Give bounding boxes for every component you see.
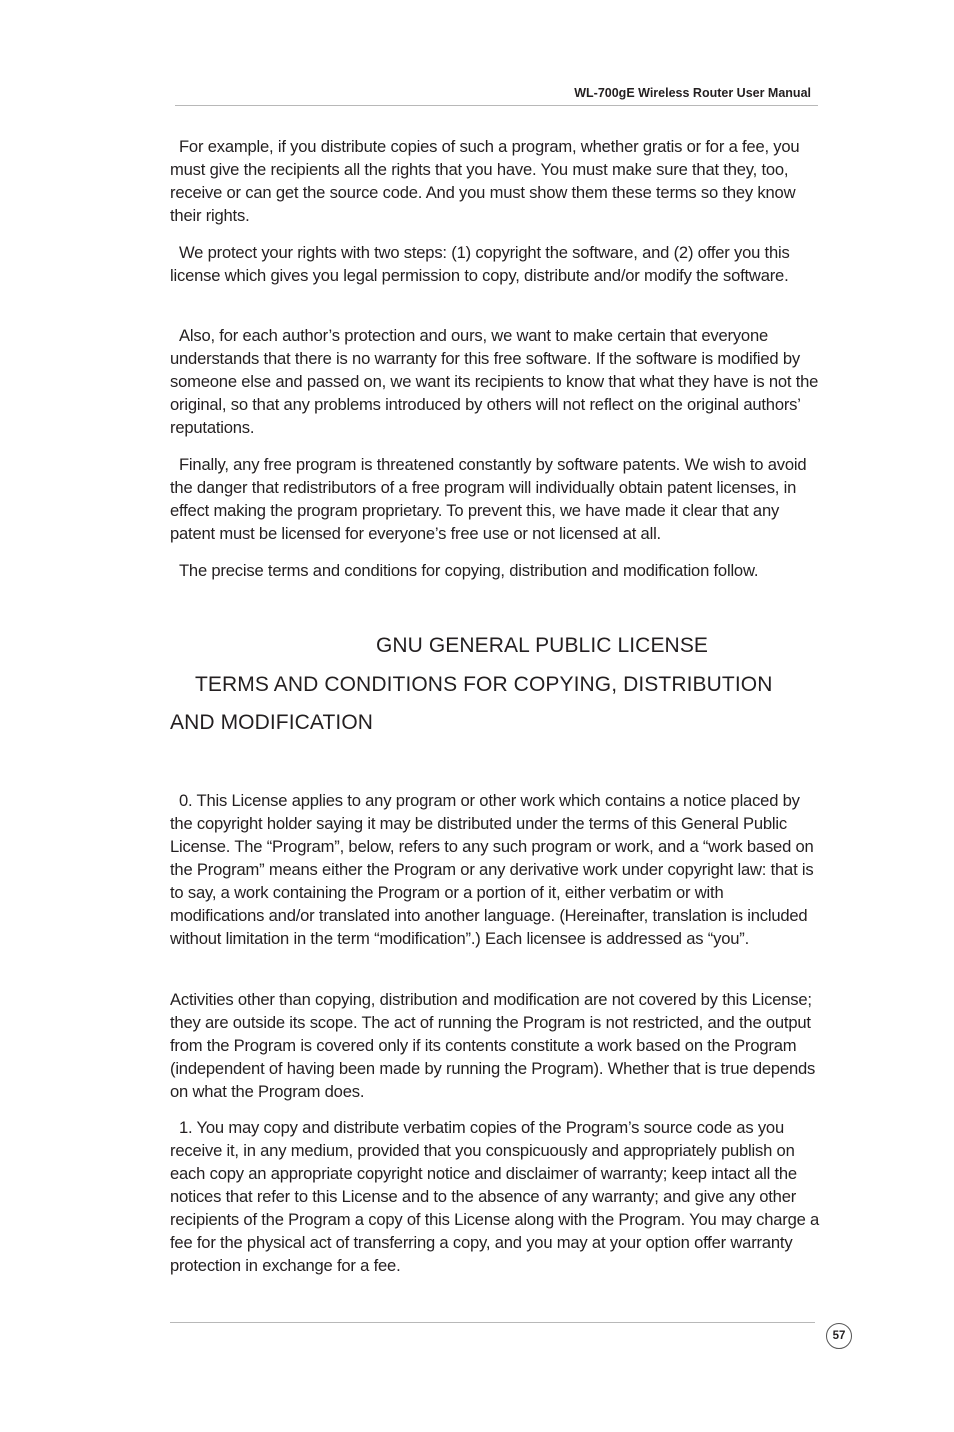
paragraph-text: 0. This License applies to any program or other work which contains a notice placed by the copyright holder saying it may be distributed under the terms of this General Public License. The “Program”, below, refers to any such program or work, and a “work based on the Program” means either the Program or any derivative work under copyright law: that is to say, a work containing the Program or a portion of it, either verbatim or with modifications and/or translated into another language. (Hereinafter, translation is included without limitation in the term “modification”.) Each licensee is addressed as “you”.	[170, 791, 814, 948]
term-section-1	[170, 1116, 822, 1277]
preamble-paragraph-3	[170, 324, 822, 439]
preamble-paragraph-1	[170, 135, 822, 227]
footer-divider	[170, 1322, 815, 1323]
paragraph-text: For example, if you distribute copies of such a program, whether gratis or for a fee, you must give the recipients all the rights that you have. You must make sure that they, too, receive or can get the source code. And you must show them these terms so they know their rights.	[170, 137, 800, 225]
paragraph-text: We protect your rights with two steps: (1) copyright the software, and (2) offer you this license which gives you legal permission to copy, distribute and/or modify the software.	[170, 243, 790, 285]
paragraph-text: Activities other than copying, distribution and modification are not covered by this License; they are outside its scope. The act of running the Program is not restricted, and the output from the Program is covered only if its contents constitute a work based on the Program (independent of having been made by running the Program). Whether that is true depends on what the Program does.	[170, 990, 816, 1101]
header-divider	[175, 105, 818, 106]
terms-heading-line-1: TERMS AND CONDITIONS FOR COPYING, DISTRIBUTION	[195, 673, 773, 696]
page-number-badge: 57	[826, 1323, 852, 1349]
paragraph-text: Finally, any free program is threatened constantly by software patents. We wish to avoid the danger that redistributors of a free program will individually obtain patent licenses, in effect making the program proprietary. To prevent this, we have made it clear that any patent must be licensed for everyone’s free use or not licensed at all.	[170, 455, 807, 543]
term-section-0	[170, 789, 822, 950]
paragraph-text: 1. You may copy and distribute verbatim copies of the Program’s source code as you receive it, in any medium, provided that you conspicuously and appropriately publish on each copy an appropriate copyright notice and disclaimer of warranty; keep intact all the notices that refer to this License and to the absence of any warranty; and give any other recipients of the Program a copy of this License along with the Program. You may charge a fee for the physical act of transferring a copy, and you may at your option offer warranty protection in exchange for a fee.	[170, 1118, 820, 1275]
preamble-paragraph-2	[170, 241, 822, 287]
paragraph-text: Also, for each author’s protection and ours, we want to make certain that everyone understands that there is no warranty for this free software. If the software is modified by someone else and passed on, we want its recipients to know that what they have is not the original, so that any problems introduced by others will not reflect on the original authors’ reputations.	[170, 326, 819, 437]
terms-heading-line-2: AND MODIFICATION	[170, 711, 374, 734]
license-title: GNU GENERAL PUBLIC LICENSE	[375, 634, 709, 657]
paragraph-text: The precise terms and conditions for copying, distribution and modification follow.	[179, 561, 759, 580]
preamble-paragraph-5	[170, 559, 822, 582]
manual-title: WL-700gE Wireless Router User Manual	[574, 86, 811, 100]
preamble-paragraph-4	[170, 453, 822, 545]
term-activities-paragraph	[170, 988, 822, 1103]
